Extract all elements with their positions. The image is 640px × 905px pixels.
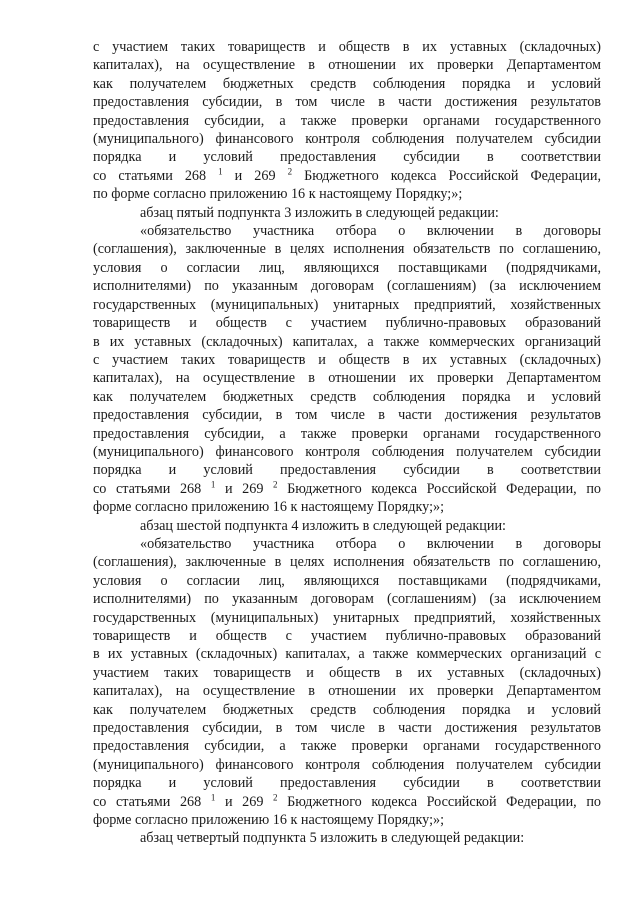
- text-line: предоставления субсидии, в том числе в части достижения результатов: [93, 94, 601, 111]
- text-line: условия о согласии лиц, являющихся поставщиками (подрядчиками,: [93, 259, 601, 276]
- text-line: абзац пятый подпункта 3 изложить в следующей редакции:: [140, 204, 499, 221]
- footnote-superscript: 1: [210, 791, 216, 802]
- text-line: со статьями 268 $^1$ и 269 $^2$ Бюджетного кодекса Российской Федерации,: [93, 166, 602, 184]
- text-line: как получателем бюджетных средств соблюдения порядка и условий: [93, 75, 601, 92]
- text-line: предоставления субсидии, а также проверки органами государственного: [93, 112, 601, 129]
- text-line: государственных (муниципальных) унитарных предприятий, хозяйственных: [93, 296, 601, 313]
- footnote-superscript: 1: [218, 166, 223, 177]
- body-paragraph: [93, 535, 601, 830]
- body-paragraph: [93, 38, 601, 204]
- text-line: (соглашения), заключенные в целях исполнения обязательств по соглашению,: [93, 241, 601, 258]
- footnote-superscript: 2: [287, 166, 293, 177]
- text-line: в их уставных (складочных) капиталах, а также коммерческих организаций: [93, 333, 601, 350]
- text-line: условия о согласии лиц, являющихся поставщиками (подрядчиками,: [93, 572, 601, 589]
- text-line: со статьями 268 $^1$ и 269 $^2$ Бюджетного кодекса Российской Федерации, по: [93, 791, 601, 810]
- text-line: форме согласно приложению 16 к настоящему Порядку;»;: [93, 812, 445, 829]
- text-line: исполнителями) по указанным договорам (соглашениям) (за исключением: [93, 278, 601, 295]
- text-line: (муниципального) финансового контроля соблюдения получателем субсидии: [93, 443, 601, 460]
- text-line: государственных (муниципальных) унитарных предприятий, хозяйственных: [93, 609, 601, 626]
- text-line: порядка и условий предоставления субсидии в соответствии: [93, 149, 601, 166]
- instruction-paragraph: [93, 829, 601, 847]
- text-line: предоставления субсидии, а также проверки органами государственного: [93, 738, 601, 755]
- text-line: (соглашения), заключенные в целях исполнения обязательств по соглашению,: [93, 554, 601, 571]
- text-line: порядка и условий предоставления субсидии в соответствии: [93, 775, 601, 792]
- text-line: в их уставных (складочных) капиталах, а также коммерческих организаций с: [93, 646, 601, 663]
- text-line: капиталах), на осуществление в отношении их проверки Департаментом: [93, 57, 601, 74]
- text-line: (муниципального) финансового контроля соблюдения получателем субсидии: [93, 756, 601, 773]
- text-line: «обязательство участника отбора о включении в договоры: [140, 223, 601, 240]
- text-line: форме согласно приложению 16 к настоящему Порядку;»;: [93, 499, 445, 516]
- text-line: как получателем бюджетных средств соблюдения порядка и условий: [93, 388, 601, 405]
- text-line: с участием таких товариществ и обществ в их уставных (складочных): [93, 351, 601, 368]
- text-line: «обязательство участника отбора о включении в договоры: [140, 535, 601, 552]
- text-line: товариществ и обществ с участием публично-правовых образований: [93, 315, 601, 332]
- text-line: товариществ и обществ с участием публично-правовых образований: [93, 628, 601, 644]
- text-line: капиталах), на осуществление в отношении их проверки Департаментом: [93, 683, 601, 700]
- instruction-paragraph: [93, 204, 601, 222]
- footnote-superscript: 2: [273, 479, 278, 490]
- body-paragraph: [93, 222, 601, 517]
- footnote-superscript: 2: [273, 791, 278, 802]
- text-line: предоставления субсидии, в том числе в части достижения результатов: [93, 720, 601, 737]
- text-line: порядка и условий предоставления субсидии в соответствии: [93, 462, 601, 479]
- text-line: исполнителями) по указанным договорам (соглашениям) (за исключением: [93, 591, 601, 608]
- text-line: участием таких товариществ и обществ в их уставных (складочных): [93, 664, 601, 681]
- footnote-superscript: 1: [210, 479, 216, 490]
- text-line: по форме согласно приложению 16 к настоящему Порядку;»;: [93, 186, 463, 203]
- text-line: предоставления субсидии, в том числе в части достижения результатов: [93, 407, 601, 424]
- text-line: с участием таких товариществ и обществ в их уставных (складочных): [93, 39, 601, 55]
- text-line: абзац четвертый подпункта 5 изложить в следующей редакции:: [140, 830, 525, 847]
- instruction-paragraph: [93, 517, 601, 535]
- text-line: как получателем бюджетных средств соблюдения порядка и условий: [93, 701, 601, 718]
- text-line: капиталах), на осуществление в отношении их проверки Департаментом: [93, 370, 601, 387]
- text-line: (муниципального) финансового контроля соблюдения получателем субсидии: [93, 131, 601, 148]
- text-line: абзац шестой подпункта 4 изложить в следующей редакции:: [140, 517, 506, 534]
- document-page: [93, 38, 601, 848]
- text-line: со статьями 268 $^1$ и 269 $^2$ Бюджетного кодекса Российской Федерации, по: [93, 479, 601, 497]
- text-line: предоставления субсидии, а также проверки органами государственного: [93, 425, 601, 442]
